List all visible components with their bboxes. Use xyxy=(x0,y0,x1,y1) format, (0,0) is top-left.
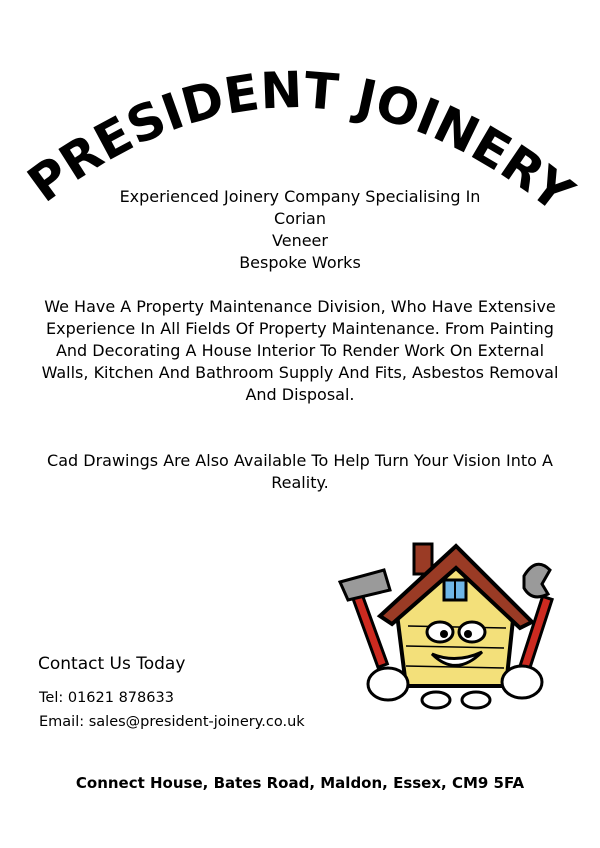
cad-paragraph-block xyxy=(40,450,560,494)
company-address: Connect House, Bates Road, Maldon, Essex, CM9 5FA xyxy=(75,774,525,792)
intro-block xyxy=(40,186,560,274)
phone-number[interactable]: Tel: 01621 878633 xyxy=(39,690,174,706)
contact-heading: Contact Us Today xyxy=(38,654,186,674)
maintenance-paragraph: We Have A Property Maintenance Division, Who Have Extensive Experience In All Fields Of Property Maintenance. From Painting And Decorating A House Interior To Render Work On External Walls, Kitchen And Bathroom Supply And Fits, Asbestos Removal And Disposal. xyxy=(41,297,559,404)
specialty-bespoke: Bespoke Works xyxy=(239,253,361,272)
intro-heading: Experienced Joinery Company Specialising In xyxy=(119,187,481,206)
company-title-text: PRESIDENT JOINERY xyxy=(17,60,584,224)
cartoon-house-with-tools-icon xyxy=(336,536,566,716)
cad-paragraph: Cad Drawings Are Also Available To Help Turn Your Vision Into A Reality. xyxy=(47,451,553,492)
specialty-corian: Corian xyxy=(274,209,326,228)
email-address[interactable]: Email: sales@president-joinery.co.uk xyxy=(39,714,305,730)
maintenance-paragraph-block xyxy=(40,296,560,406)
specialty-veneer: Veneer xyxy=(272,231,328,250)
